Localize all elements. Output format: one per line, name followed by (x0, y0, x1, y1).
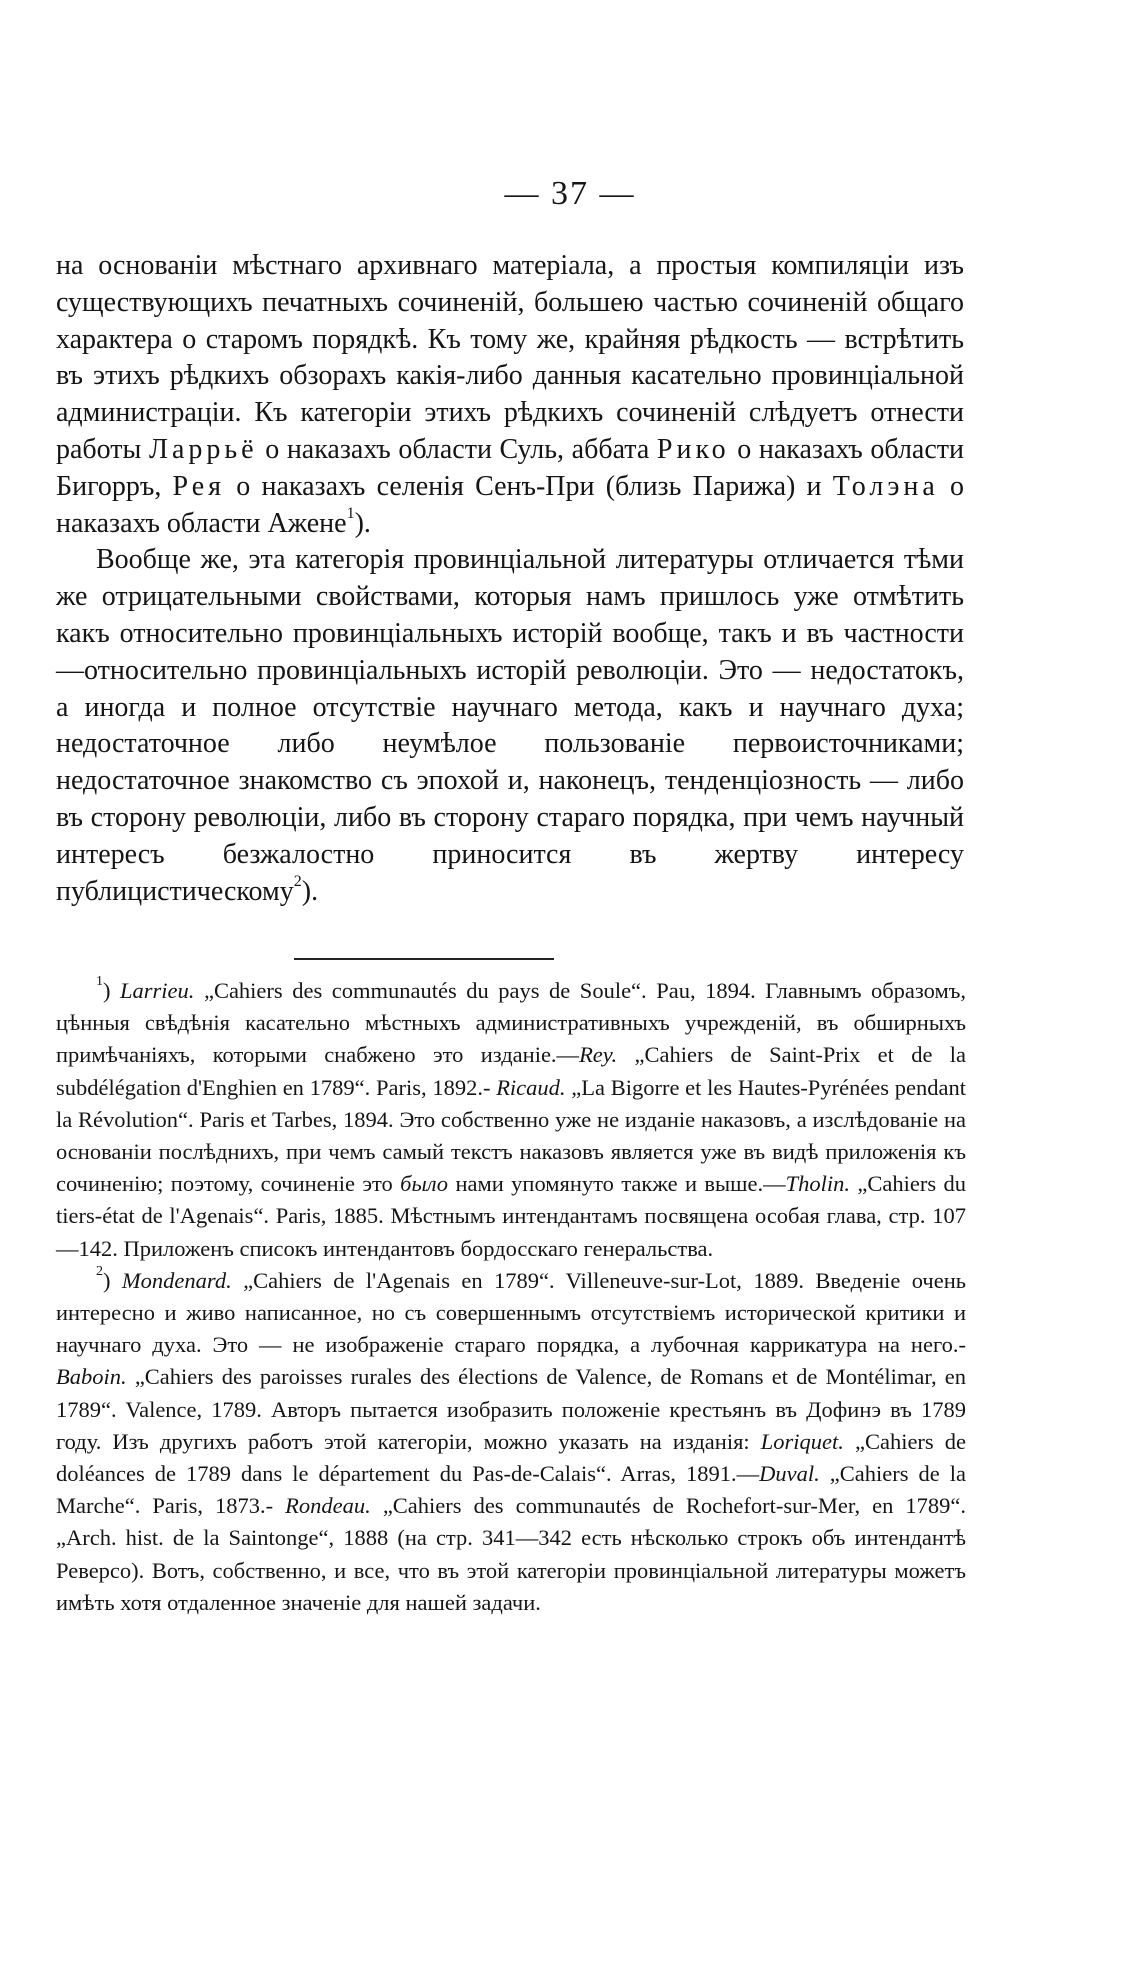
paragraph-1-end: ). (354, 507, 371, 539)
paragraph-1-text-c: о наказахъ области Бигорръ, (56, 433, 964, 502)
paragraph-1-text-a: на основаніи мѣстнаго архивнаго матеріала, а простыя компиляціи изъ существующихъ печатныхъ сочиненій, большею частью сочиненій общаго характера о старомъ порядкѣ. Къ тому же, крайняя рѣдкость — встрѣтить въ этихъ рѣдкихъ обзорахъ какія-либо данныя касательно провинціальной администраціи. Къ категоріи этихъ рѣдкихъ сочиненій слѣдуетъ отнести работы (56, 250, 964, 465)
footnote-author: Duval. (759, 1461, 820, 1487)
footnote-1 (56, 975, 966, 1265)
footnote-text: „Cahiers du tiers-état de l'Agenais“. Paris, 1885. Мѣстнымъ интендантамъ посвящена особая глава, стр. 107—142. Приложенъ списокъ интендантовъ бордосскаго генеральства. (56, 1171, 967, 1261)
page-number: — 37 — (504, 175, 636, 212)
footnote-author: Rondeau. (285, 1493, 371, 1519)
paragraph-2-end: ). (301, 875, 319, 907)
footnote-1-paren: ) (103, 978, 121, 1003)
footnote-author: Larrieu. (120, 978, 195, 1003)
footnote-author: Ricaud. (496, 1074, 566, 1100)
paragraph-1-text-b: о наказахъ области Суль, аббата (257, 433, 657, 465)
author-name-rey: Рея (172, 470, 226, 502)
paragraph-1-text-d: о наказахъ селенія Сенъ-При (близь Парижа) и (225, 470, 833, 502)
paragraph-1 (56, 248, 964, 542)
footnote-author: Tholin. (785, 1171, 850, 1197)
footnotes (56, 975, 966, 1619)
body-text (56, 248, 964, 910)
footnote-author: Loriquet. (760, 1428, 844, 1454)
paragraph-1-text-e: о наказахъ области Ажене (56, 470, 964, 539)
footnote-author: Mondenard. (121, 1267, 232, 1293)
footnote-text: „Cahiers de la Marche“. Paris, 1873.- (56, 1461, 966, 1519)
author-name-tholin: Толэна (832, 470, 939, 502)
footnote-text: „Cahiers des communautés du pays de Soule“. Pau, 1894. Главнымъ образомъ, цѣнныя свѣдѣнія касательно мѣстныхъ административныхъ учрежденій, въ обширныхъ примѣчаніяхъ, которыми снабжено это изданіе.— (56, 978, 966, 1068)
footnote-ref-2: 2 (293, 872, 302, 890)
footnote-author: Rey. (579, 1042, 618, 1068)
footnote-text: „La Bigorre et les Hautes-Pyrénées pendant la Révolution“. Paris et Tarbes, 1894. Это собственно уже не изданіе наказовъ, а изслѣдованіе на основаніи послѣднихъ, при чемъ самый текстъ наказовъ является уже въ видѣ приложенія къ сочиненію; поэтому, сочиненіе это (56, 1074, 966, 1197)
footnote-text: „Cahiers des communautés de Rochefort-sur-Mer, en 1789“. „Arch. hist. de la Saintonge“, 1888 (на стр. 341—342 есть нѣсколько строкъ объ интендантѣ Реверсо). Вотъ, собственно, и все, что въ этой категоріи провинціальной литературы можетъ имѣть хотя отдаленное значеніе для нашей задачи. (56, 1493, 966, 1615)
footnote-text: нами упомянуто также и выше.— (448, 1171, 786, 1197)
footnote-author: Baboin. (56, 1364, 127, 1390)
footnote-1-mark: 1 (96, 974, 103, 989)
footnote-2-mark: 2 (96, 1263, 103, 1279)
footnote-divider (294, 958, 554, 960)
footnote-text: „Cahiers de Saint-Prix et de la subdélégation d'Enghien en 1789“. Paris, 1892.- (56, 1042, 966, 1100)
author-name-ricaud: Рико (656, 433, 730, 465)
author-name-larrieu: Ларрьё (148, 433, 258, 465)
paragraph-2 (56, 542, 964, 910)
footnote-text: „Cahiers des paroisses rurales des élections de Valence, de Romans et de Montélimar, en 1789“. Valence, 1789. Авторъ пытается изобразить положеніе крестьянъ въ Дофинэ въ 1789 году. Изъ другихъ работъ этой категоріи, можно указать на изданія: (56, 1364, 966, 1454)
footnote-emphasis: было (400, 1171, 449, 1197)
footnote-text: „Cahiers de doléances de 1789 dans le département du Pas-de-Calais“. Arras, 1891.— (56, 1428, 966, 1487)
footnote-text: „Cahiers de l'Agenais en 1789“. Villeneuve-sur-Lot, 1889. Введеніе очень интересно и живо написанное, но съ совершеннымъ отсутствіемъ исторической критики и научнаго духа. Это — не изображеніе стараго порядка, а лубочная каррикатура на него.- (56, 1267, 966, 1358)
paragraph-2-text: Вообще же, эта категорія провинціальной литературы отличается тѣми же отрицательными свойствами, которыя намъ пришлось уже отмѣтить какъ относительно провинціальныхъ исторій вообще, такъ и въ частности—относительно провинціальныхъ исторій революціи. Это — недостатокъ, а иногда и полное отсутствіе научнаго метода, какъ и научнаго духа; недостаточное либо неумѣлое пользованіе первоисточниками; недостаточное знакомство съ эпохой и, наконецъ, тенденціозность — либо въ сторону революціи, либо въ сторону стараго порядка, при чемъ научный интересъ безжалостно приносится въ жертву интересу публицистическому (56, 544, 964, 907)
footnote-ref-1: 1 (346, 504, 355, 522)
footnote-2-paren: ) (103, 1267, 122, 1293)
footnote-2 (56, 1265, 966, 1619)
